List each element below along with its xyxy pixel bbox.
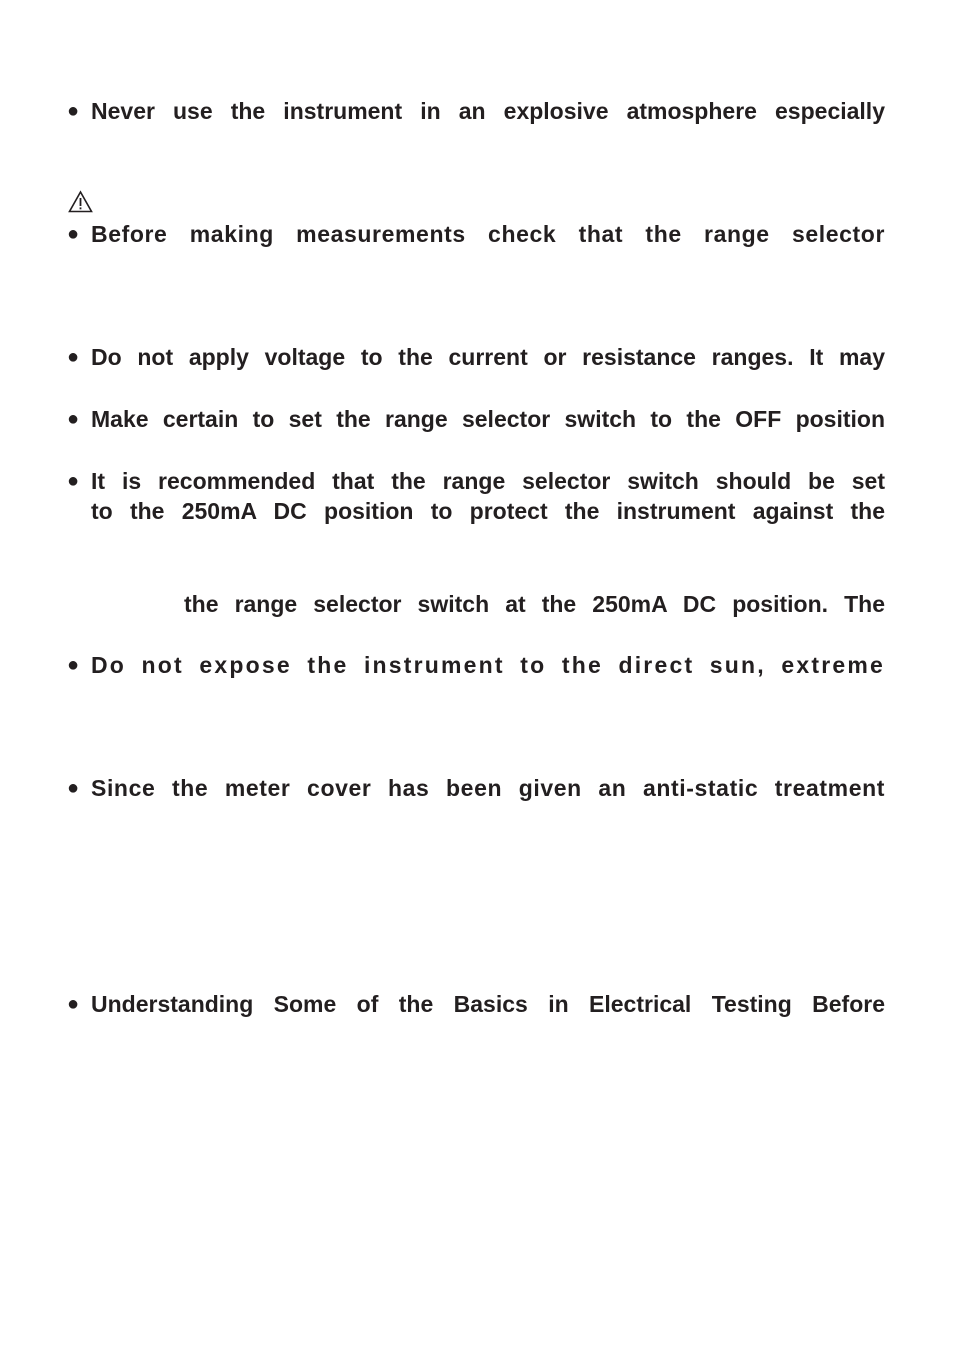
text-line-range-selector: the range selector switch at the 250mA DC position. The — [184, 591, 885, 617]
bullet-marker: ● — [67, 408, 80, 430]
text-line-understanding: Understanding Some of the Basics in Electrical Testing Before — [91, 991, 885, 1017]
bullet-marker: ● — [67, 100, 80, 122]
bullet-marker: ● — [67, 993, 80, 1015]
text-line-do-not-expose: Do not expose the instrument to the direct sun, extreme — [91, 652, 885, 678]
bullet-marker: ● — [67, 346, 80, 368]
bullet-marker: ● — [67, 654, 80, 676]
text-line-before-making: Before making measurements check that the range selector — [91, 221, 885, 247]
bullet-marker: ● — [67, 470, 80, 492]
warning-triangle-icon — [68, 190, 93, 214]
text-line-never-use: Never use the instrument in an explosive atmosphere especially — [91, 98, 885, 124]
bullet-marker: ● — [67, 777, 80, 799]
text-line-recommended-2: to the 250mA DC position to protect the instrument against the — [91, 498, 885, 524]
bullet-marker: ● — [67, 223, 80, 245]
text-line-make-certain: Make certain to set the range selector switch to the OFF position — [91, 406, 885, 432]
text-line-do-not-apply: Do not apply voltage to the current or resistance ranges. It may — [91, 344, 885, 370]
text-line-recommended-1: It is recommended that the range selector switch should be set — [91, 468, 885, 494]
text-line-since-meter: Since the meter cover has been given an anti-static treatment — [91, 775, 885, 801]
